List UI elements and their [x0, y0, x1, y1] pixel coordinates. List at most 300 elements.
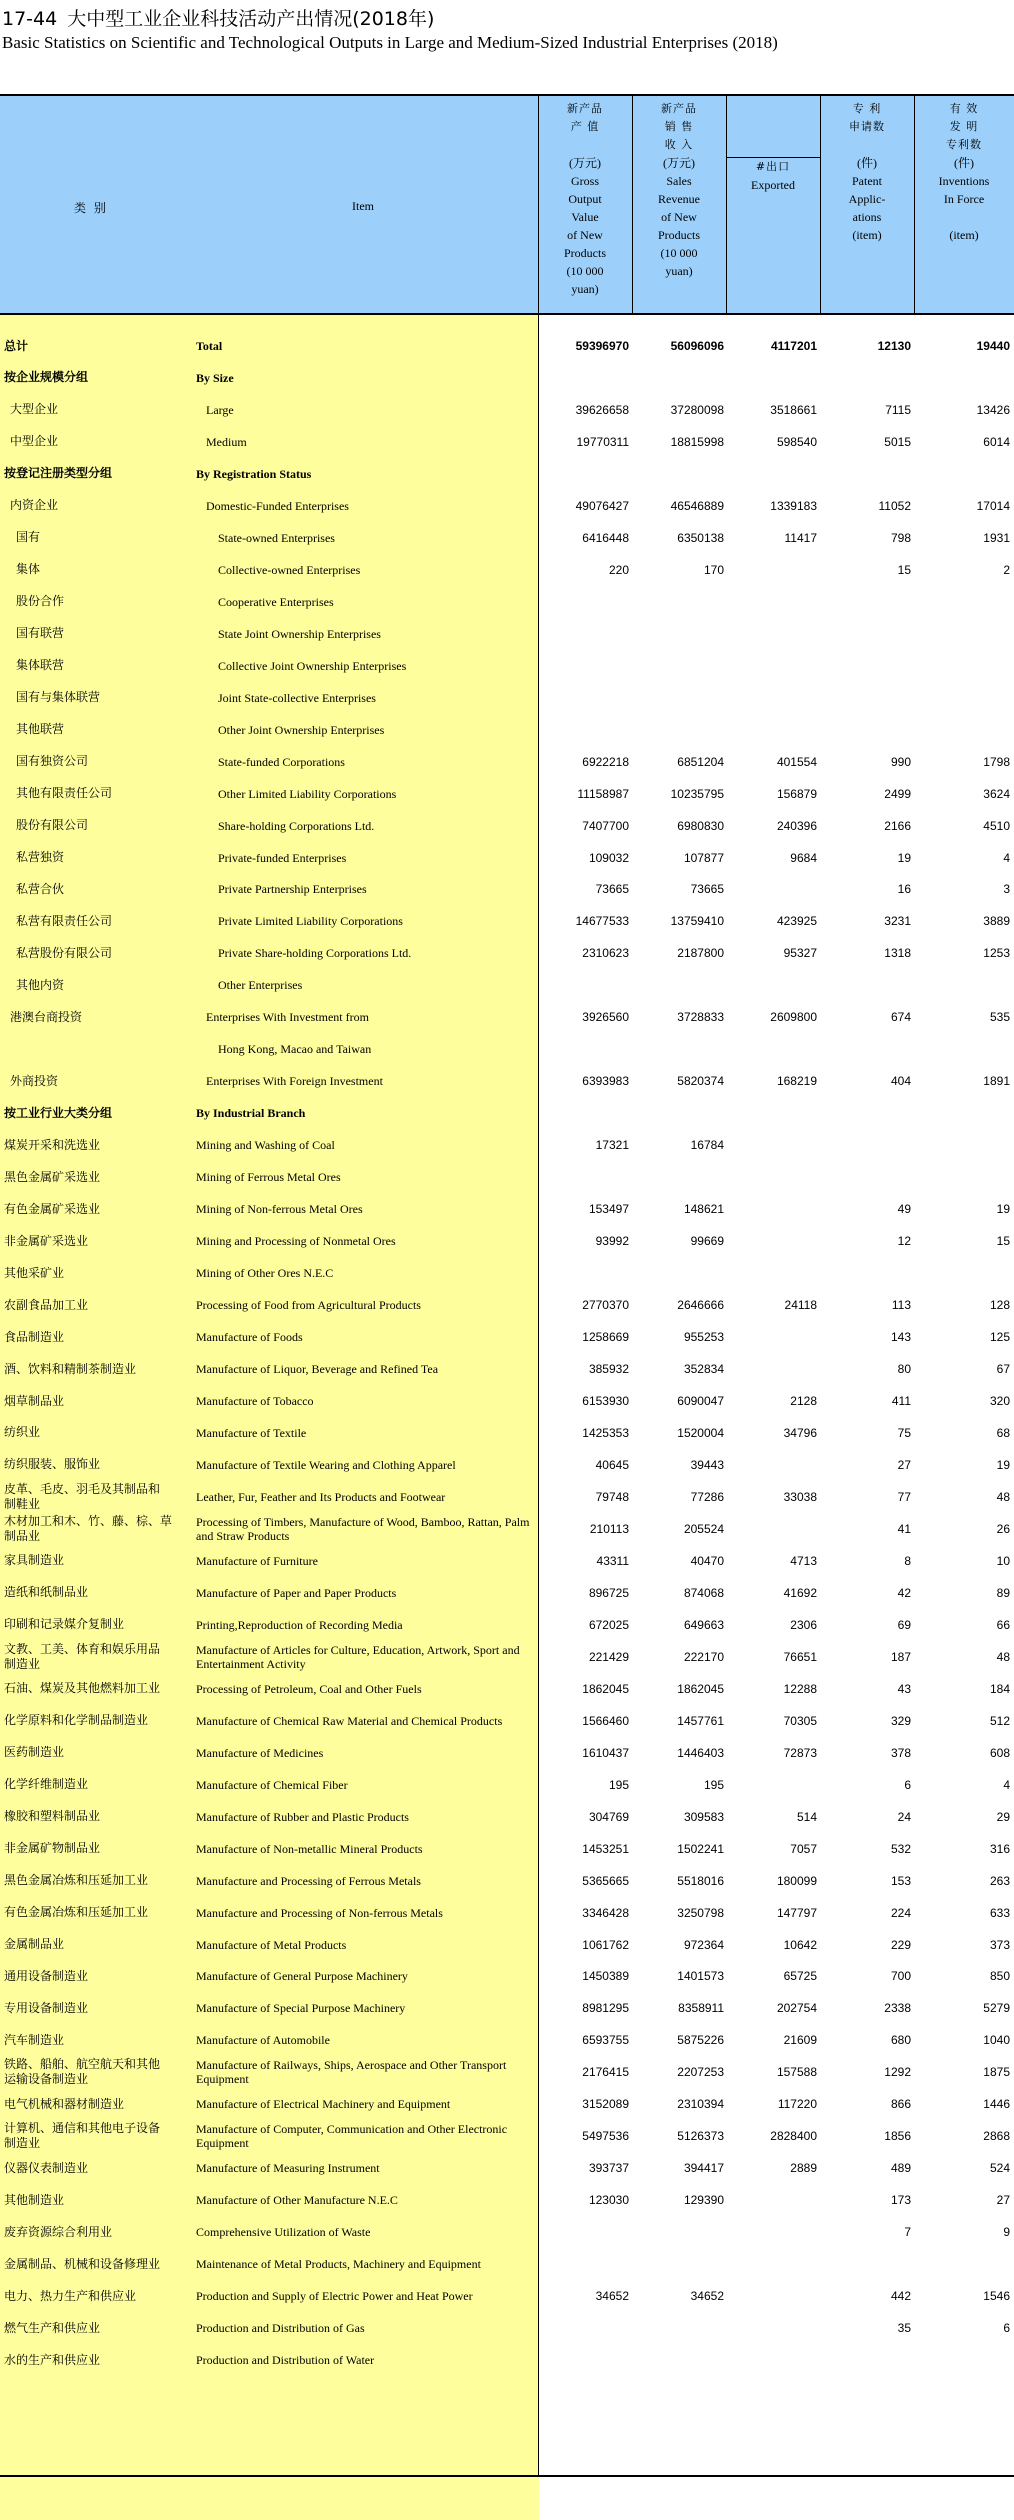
row-label-cn: 大型企业 [10, 402, 59, 417]
row-label-en: Manufacture and Processing of Non-ferrous Metals [196, 1905, 443, 1920]
row-value: 6 [904, 1777, 911, 1792]
table-row [0, 1353, 1014, 1385]
row-value [634, 2312, 724, 2344]
row-value: 672025 [588, 1617, 629, 1632]
row-label-en: Printing,Reproduction of Recording Media [196, 1617, 403, 1632]
table-row [0, 1865, 1014, 1897]
row-value: 48 [996, 1649, 1010, 1664]
row-value: 123030 [588, 2193, 629, 2208]
row-label-cn: 港澳台商投资 [10, 1009, 83, 1024]
row-label-cn: 仪器仪表制造业 [4, 2160, 89, 2175]
table-row [0, 2088, 1014, 2120]
row-value: 1457761 [677, 1713, 724, 1728]
row-value: 5820374 [677, 1074, 724, 1089]
column-divider [914, 96, 915, 313]
row-label-cn: 金属制品业 [4, 1937, 65, 1951]
row-value [540, 1257, 629, 1289]
row-value [728, 873, 817, 905]
row-label-en: Manufacture of Measuring Instrument [196, 2161, 380, 2176]
row-label-cn: 非金属矿采选业 [4, 1233, 89, 1248]
row-value: 1450389 [582, 1969, 629, 1984]
row-label-cn: 化学纤维制造业 [4, 1777, 89, 1792]
row-label-en: Collective Joint Ownership Enterprises [218, 658, 407, 673]
row-value: 4117201 [770, 339, 817, 353]
header-col1-cn: 新产品 产 值 [567, 102, 603, 133]
row-value [916, 1033, 1010, 1065]
row-value: 514 [796, 1809, 817, 1824]
row-label-en: Manufacture of Chemical Fiber [196, 1777, 348, 1792]
row-label-en: Private Share-holding Corporations Ltd. [218, 946, 412, 961]
row-value [540, 2344, 629, 2376]
row-value: 1401573 [677, 1969, 724, 1984]
table-row [0, 1001, 1014, 1033]
row-value: 39443 [690, 1457, 724, 1472]
row-label-cn: 烟草制品业 [4, 1393, 65, 1408]
row-value: 34652 [595, 2289, 629, 2304]
row-value: 41 [897, 1521, 911, 1536]
row-value: 373 [989, 1937, 1010, 1952]
row-value: 1931 [983, 530, 1010, 545]
row-label-cn: 纺织业 [4, 1425, 41, 1440]
table-row [0, 458, 1014, 490]
row-value: 2176415 [582, 2065, 629, 2080]
row-value: 649663 [683, 1617, 724, 1632]
row-value [728, 650, 817, 682]
row-label-en: Manufacture of Articles for Culture, Education, Artwork, Sport and Entertainment Activity [196, 1642, 520, 1671]
row-value: 5518016 [677, 1873, 724, 1888]
row-label-en: Total [196, 339, 223, 353]
row-value: 2 [1003, 562, 1010, 577]
row-value [728, 1129, 817, 1161]
table-row [0, 522, 1014, 554]
row-value: 352834 [683, 1362, 724, 1377]
row-value [728, 458, 817, 490]
row-value: 512 [989, 1713, 1010, 1728]
row-value: 6922218 [582, 754, 629, 769]
row-label-en: Manufacture of Automobile [196, 2033, 330, 2048]
row-label-cn: 电气机械和器材制造业 [4, 2096, 125, 2111]
row-value: 3518661 [770, 402, 817, 417]
row-value: 5497536 [582, 2129, 629, 2144]
row-value: 13426 [976, 402, 1010, 417]
row-value: 41692 [783, 1585, 817, 1600]
row-value: 5015 [884, 434, 911, 449]
row-value: 205524 [683, 1521, 724, 1536]
row-value [728, 2216, 817, 2248]
row-value: 19 [996, 1202, 1010, 1217]
row-value: 147797 [776, 1905, 817, 1920]
header-col5-cn: 有 效 发 明 专利数 [946, 102, 982, 151]
row-value: 5279 [983, 2001, 1010, 2016]
row-value: 2770370 [582, 1298, 629, 1313]
table-row [0, 1449, 1014, 1481]
row-label-en: Manufacture of Railways, Ships, Aerospace and Other Transport Equipment [196, 2058, 507, 2087]
row-value: 7 [904, 2225, 911, 2240]
row-value: 2306 [790, 1617, 817, 1632]
row-value: 67 [996, 1362, 1010, 1377]
row-value: 1862045 [582, 1681, 629, 1696]
row-value: 6153930 [582, 1394, 629, 1408]
row-value: 896725 [588, 1585, 629, 1600]
row-label-en: Processing of Petroleum, Coal and Other Fuels [196, 1681, 422, 1696]
header-item: Item [352, 199, 374, 213]
row-value [540, 2312, 629, 2344]
row-value [540, 362, 629, 394]
header-col-new-product-sales [634, 100, 724, 280]
row-value [540, 1097, 629, 1129]
row-value [728, 2312, 817, 2344]
row-label-cn: 按工业行业大类分组 [4, 1105, 113, 1120]
table-row [0, 1545, 1014, 1577]
row-value: 2889 [790, 2161, 817, 2176]
row-label-cn: 文教、工美、体育和娱乐用品 制造业 [4, 1641, 161, 1671]
row-value: 187 [890, 1649, 911, 1664]
row-value: 3728833 [677, 1010, 724, 1025]
row-value: 48 [996, 1489, 1010, 1504]
row-value: 21609 [783, 2033, 817, 2048]
row-value: 10235795 [670, 786, 724, 801]
row-value: 156879 [776, 786, 817, 801]
row-label-en: Hong Kong, Macao and Taiwan [218, 1042, 372, 1057]
row-label-cn: 国有联营 [16, 626, 65, 641]
row-label-cn: 木材加工和木、竹、藤、棕、草 制品业 [4, 1513, 173, 1543]
row-value: 6350138 [677, 530, 724, 545]
row-label-cn: 私营合伙 [16, 881, 65, 896]
row-value [728, 1097, 817, 1129]
row-label-cn: 铁路、船舶、航空航天和其他 运输设备制造业 [4, 2057, 161, 2087]
row-label-cn: 造纸和纸制品业 [4, 1585, 89, 1600]
row-label-cn: 按企业规模分组 [4, 370, 89, 385]
row-value: 874068 [683, 1585, 724, 1600]
table-row [0, 1193, 1014, 1225]
row-value [540, 1161, 629, 1193]
header-col3-en: Exported [751, 178, 795, 192]
row-value: 19 [996, 1457, 1010, 1472]
row-value: 990 [890, 754, 911, 769]
row-label-en: Joint State-collective Enterprises [218, 690, 376, 705]
row-value: 4 [1003, 850, 1010, 865]
row-value [540, 969, 629, 1001]
row-label-cn: 黑色金属冶炼和压延加工业 [4, 1873, 149, 1888]
row-value [540, 682, 629, 714]
table-title-en: Basic Statistics on Scientific and Technological Outputs in Large and Medium-Sized Industrial Enterprises (2018) [2, 33, 778, 52]
row-value [822, 362, 911, 394]
row-value [728, 1033, 817, 1065]
row-label-en: Manufacture of Liquor, Beverage and Refined Tea [196, 1362, 439, 1377]
table-row [0, 2312, 1014, 2344]
row-value: 1446 [983, 2097, 1010, 2112]
row-label-en: Cooperative Enterprises [218, 594, 334, 609]
row-label-en: State-funded Corporations [218, 754, 345, 769]
row-value: 524 [989, 2161, 1010, 2176]
row-value: 1258669 [582, 1330, 629, 1345]
row-value: 1040 [983, 2033, 1010, 2048]
row-value [540, 650, 629, 682]
row-value [916, 1129, 1010, 1161]
row-label-en: Manufacture of Textile [196, 1425, 307, 1440]
row-value [822, 2248, 911, 2280]
row-value: 222170 [683, 1649, 724, 1664]
row-value [822, 458, 911, 490]
row-value: 125 [989, 1330, 1010, 1345]
table-row [0, 1737, 1014, 1769]
row-label-en: Manufacture of Medicines [196, 1745, 324, 1760]
row-label-en: Private-funded Enterprises [218, 850, 347, 865]
row-value: 3250798 [677, 1905, 724, 1920]
header-col2-cn: 新产品 销 售 收 入 [661, 102, 697, 151]
row-value [916, 586, 1010, 618]
row-value [822, 1033, 911, 1065]
row-label-cn: 有色金属冶炼和压延加工业 [4, 1905, 149, 1920]
table-row [0, 2056, 1014, 2088]
row-label-cn: 专用设备制造业 [4, 2000, 89, 2015]
row-label-cn: 私营股份有限公司 [16, 945, 113, 960]
row-value: 40470 [690, 1553, 724, 1568]
row-value: 75 [897, 1425, 911, 1440]
row-value: 76651 [783, 1649, 817, 1664]
row-value: 598540 [776, 434, 817, 449]
row-value [634, 618, 724, 650]
row-label-en: Private Partnership Enterprises [218, 882, 367, 897]
row-value: 320 [989, 1394, 1010, 1408]
row-value: 1318 [884, 946, 911, 961]
row-value: 2310394 [677, 2097, 724, 2112]
row-value: 1061762 [582, 1937, 629, 1952]
row-label-cn: 有色金属矿采选业 [4, 1201, 101, 1216]
row-value [916, 1161, 1010, 1193]
row-value: 3231 [884, 914, 911, 929]
table-row [0, 682, 1014, 714]
table-row [0, 1769, 1014, 1801]
row-value: 117220 [777, 2097, 817, 2112]
row-value: 11052 [878, 498, 911, 513]
table-row [0, 2344, 1014, 2376]
row-value: 6593755 [582, 2033, 629, 2048]
row-value [634, 2344, 724, 2376]
row-value [728, 1321, 817, 1353]
row-value: 35 [897, 2321, 911, 2336]
row-label-en: Mining and Washing of Coal [196, 1138, 335, 1153]
row-value [634, 682, 724, 714]
row-value: 37280098 [670, 402, 724, 417]
row-value: 263 [989, 1873, 1010, 1888]
row-value: 29 [996, 1809, 1010, 1824]
row-value: 11417 [784, 530, 817, 545]
row-value: 1502241 [677, 1841, 724, 1856]
row-value: 170 [703, 562, 724, 577]
table-row [0, 937, 1014, 969]
top-rule [0, 94, 1014, 96]
row-label-en: Leather, Fur, Feather and Its Products and Footwear [196, 1489, 446, 1504]
row-value [634, 586, 724, 618]
row-value: 6393983 [582, 1074, 629, 1089]
row-value [634, 2216, 724, 2248]
row-value [728, 1353, 817, 1385]
row-value: 14677533 [575, 914, 629, 929]
header-col5-unit: (件) [954, 156, 974, 170]
row-label-en: Domestic-Funded Enterprises [206, 498, 349, 513]
row-label-en: Comprehensive Utilization of Waste [196, 2225, 371, 2240]
row-value: 95327 [783, 946, 817, 961]
row-value: 3624 [983, 786, 1010, 801]
row-value: 423925 [776, 914, 817, 929]
row-value [916, 682, 1010, 714]
row-value [822, 1129, 911, 1161]
row-value: 4713 [790, 1553, 817, 1568]
row-value: 15 [897, 562, 911, 577]
row-label-en: Manufacture of Textile Wearing and Clothing Apparel [196, 1457, 456, 1472]
row-value [540, 714, 629, 746]
row-value: 2207253 [677, 2065, 724, 2080]
row-value: 3152089 [582, 2097, 629, 2112]
row-label-en: Production and Distribution of Gas [196, 2321, 365, 2336]
row-value: 4 [1003, 1777, 1010, 1792]
row-value: 1339183 [770, 498, 817, 513]
row-value [728, 2280, 817, 2312]
row-value [728, 1449, 817, 1481]
row-value: 39626658 [575, 402, 629, 417]
table-row [0, 746, 1014, 778]
row-value: 5365665 [582, 1873, 629, 1888]
row-value: 12288 [783, 1681, 817, 1696]
row-value: 5875226 [677, 2033, 724, 2048]
row-value [728, 586, 817, 618]
row-value: 8358911 [678, 2001, 724, 2016]
table-row [0, 2248, 1014, 2280]
row-value: 2310623 [582, 946, 629, 961]
row-label-cn: 印刷和记录媒介复制业 [4, 1617, 125, 1632]
row-value [540, 586, 629, 618]
row-value: 411 [891, 1394, 911, 1408]
row-value: 489 [890, 2161, 911, 2176]
row-value: 73665 [690, 882, 724, 897]
row-value [634, 1257, 724, 1289]
row-value [540, 618, 629, 650]
row-value [634, 1097, 724, 1129]
row-value: 385932 [588, 1362, 629, 1377]
table-row [0, 1129, 1014, 1161]
row-value [728, 969, 817, 1001]
table-row [0, 1897, 1014, 1929]
row-value: 109032 [588, 850, 629, 865]
row-value: 18815998 [670, 434, 724, 449]
row-value: 1446403 [677, 1745, 724, 1760]
row-label-cn: 其他有限责任公司 [16, 786, 113, 801]
row-label-en: By Industrial Branch [196, 1106, 306, 1121]
row-value [634, 1033, 724, 1065]
header-col1-en: Gross Output Value of New Products (10 000 yuan) [564, 174, 606, 296]
row-label-en: Manufacture of Computer, Communication and Other Electronic Equipment [196, 2122, 508, 2151]
row-value: 2128 [790, 1394, 817, 1408]
row-label-cn: 黑色金属矿采选业 [4, 1169, 101, 1184]
row-value [916, 618, 1010, 650]
row-value: 17014 [976, 498, 1010, 513]
header-col4-unit: (件) [857, 156, 877, 170]
row-value: 16784 [690, 1138, 724, 1153]
table-row [0, 618, 1014, 650]
row-label-cn: 橡胶和塑料制品业 [4, 1809, 101, 1824]
row-value: 393737 [588, 2161, 629, 2176]
row-value [822, 682, 911, 714]
row-label-en: State-owned Enterprises [218, 530, 335, 545]
row-value: 309583 [683, 1809, 724, 1824]
row-value: 10642 [783, 1937, 817, 1952]
row-value: 2166 [884, 818, 911, 833]
row-value [728, 2344, 817, 2376]
row-label-cn: 内资企业 [10, 498, 59, 513]
row-value: 9 [1003, 2225, 1010, 2240]
row-value: 2499 [884, 786, 911, 801]
row-value [728, 1193, 817, 1225]
row-value: 3889 [983, 914, 1010, 929]
row-value: 6014 [983, 434, 1010, 449]
row-value: 700 [890, 1969, 911, 1984]
row-value: 173 [890, 2193, 911, 2208]
row-value: 798 [890, 530, 911, 545]
row-label-cn: 外商投资 [10, 1073, 59, 1088]
row-label-cn: 集体 [16, 562, 41, 577]
table-row [0, 1033, 1014, 1065]
row-value: 72873 [783, 1745, 817, 1760]
row-value: 1425353 [582, 1425, 629, 1440]
header-col-new-product-value [540, 100, 630, 298]
table-row [0, 1385, 1014, 1417]
column-divider [820, 96, 821, 313]
row-value: 1520004 [677, 1425, 724, 1440]
row-value: 535 [989, 1010, 1010, 1025]
row-value [728, 2248, 817, 2280]
row-value [822, 1097, 911, 1129]
row-label-en: Mining and Processing of Nonmetal Ores [196, 1234, 396, 1249]
row-value: 56096096 [670, 339, 724, 353]
row-label-cn: 其他内资 [16, 977, 65, 992]
row-value [822, 1161, 911, 1193]
header-col3-cn: #出口 [755, 160, 791, 173]
row-value: 6090047 [677, 1394, 724, 1408]
row-label-en: Manufacture of General Purpose Machinery [196, 1969, 408, 1984]
row-label-cn: 总计 [4, 338, 29, 353]
row-value: 1856 [884, 2129, 911, 2144]
row-value: 202754 [776, 2001, 817, 2016]
table-row [0, 1257, 1014, 1289]
row-value: 157588 [776, 2065, 817, 2080]
row-value: 107877 [683, 850, 724, 865]
table-row [0, 1481, 1014, 1513]
row-value: 34652 [690, 2289, 724, 2304]
row-value: 674 [890, 1010, 911, 1025]
row-value: 113 [891, 1298, 911, 1313]
table-row [0, 873, 1014, 905]
row-value [540, 2248, 629, 2280]
row-label-cn: 纺织服装、服饰业 [4, 1457, 101, 1472]
row-value: 65725 [783, 1969, 817, 1984]
row-value [916, 969, 1010, 1001]
row-value: 8 [904, 1553, 911, 1568]
row-value: 680 [890, 2033, 911, 2048]
table-row [0, 1161, 1014, 1193]
header-rule [0, 313, 1014, 315]
row-label-en: Manufacture of Electrical Machinery and Equipment [196, 2097, 451, 2112]
row-value [916, 1097, 1010, 1129]
row-value: 89 [996, 1585, 1010, 1600]
row-value: 972364 [683, 1937, 724, 1952]
row-label-cn: 其他采矿业 [4, 1265, 65, 1280]
row-label-cn: 计算机、通信和其他电子设备 制造业 [4, 2121, 161, 2151]
table-row [0, 2184, 1014, 2216]
row-value: 866 [890, 2097, 911, 2112]
row-value: 46546889 [670, 498, 724, 513]
row-label-en: Processing of Timbers, Manufacture of Wood, Bamboo, Rattan, Palm and Straw Products [196, 1514, 530, 1543]
